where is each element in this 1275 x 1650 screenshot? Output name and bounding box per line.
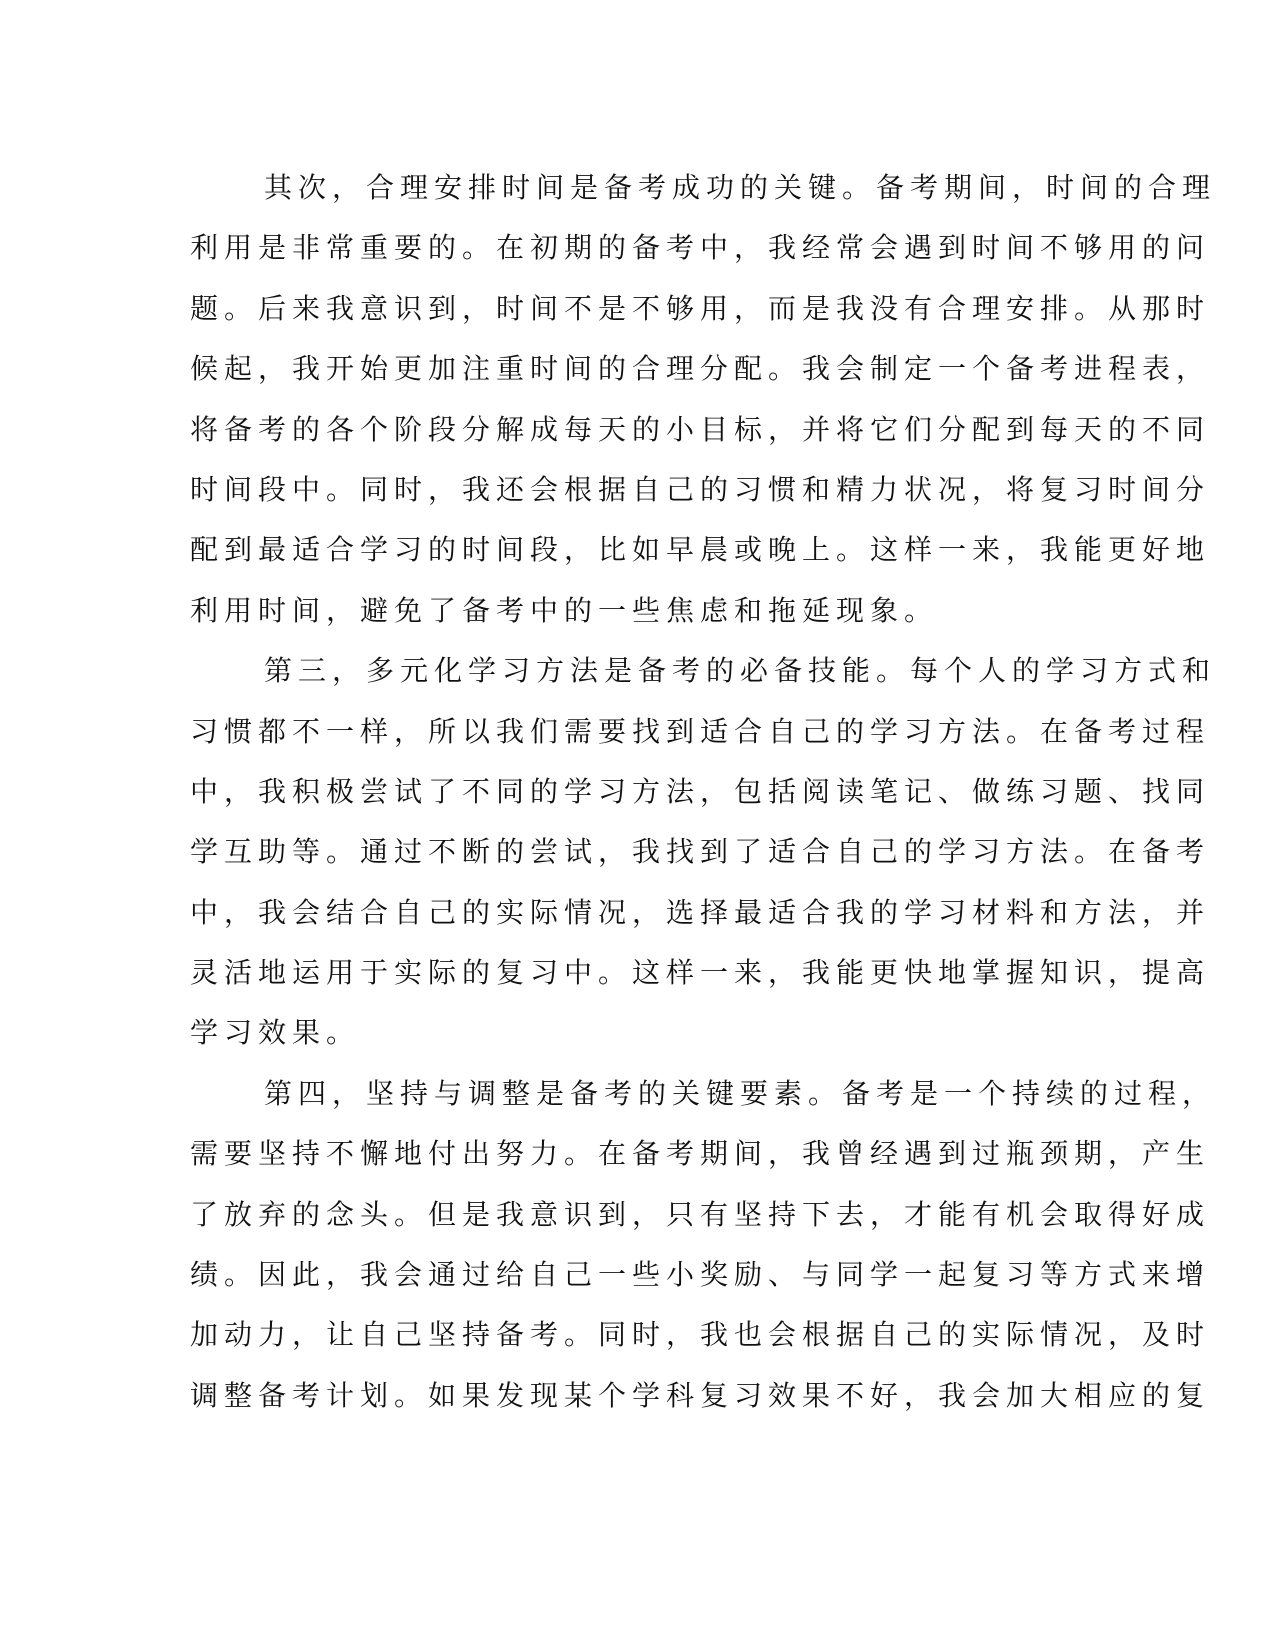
paragraph-line: 绩。因此，我会通过给自己一些小奖励、与同学一起复习等方式来增	[190, 1258, 1211, 1292]
paragraph-line: 加动力，让自己坚持备考。同时，我也会根据自己的实际情况，及时	[190, 1318, 1211, 1352]
paragraph-line: 学互助等。通过不断的尝试，我找到了适合自己的学习方法。在备考	[190, 835, 1211, 869]
paragraph-line: 利用时间，避免了备考中的一些焦虑和拖延现象。	[190, 593, 939, 627]
paragraph	[190, 641, 1217, 1064]
paragraph	[190, 158, 1217, 641]
paragraph	[190, 1064, 1217, 1426]
paragraph-line: 其次，合理安排时间是备考成功的关键。备考期间，时间的合理	[264, 171, 1217, 204]
paragraph-line: 学习效果。	[190, 1016, 361, 1050]
paragraph-line: 候起，我开始更加注重时间的合理分配。我会制定一个备考进程表，	[190, 352, 1211, 386]
paragraph-line: 题。后来我意识到，时间不是不够用，而是我没有合理安排。从那时	[190, 291, 1211, 325]
paragraph-line: 第三，多元化学习方法是备考的必备技能。每个人的学习方式和	[264, 654, 1217, 688]
paragraph-line: 配到最适合学习的时间段，比如早晨或晚上。这样一来，我能更好地	[190, 533, 1211, 567]
paragraph-line: 需要坚持不懈地付出努力。在备考期间，我曾经遇到过瓶颈期，产生	[190, 1137, 1211, 1171]
paragraph-line: 利用是非常重要的。在初期的备考中，我经常会遇到时间不够用的问	[190, 231, 1211, 265]
paragraph-line: 将备考的各个阶段分解成每天的小目标，并将它们分配到每天的不同	[190, 412, 1211, 446]
document-body	[190, 158, 1217, 1426]
paragraph-line: 灵活地运用于实际的复习中。这样一来，我能更快地掌握知识，提高	[190, 956, 1211, 990]
paragraph-line: 习惯都不一样，所以我们需要找到适合自己的学习方法。在备考过程	[190, 714, 1211, 748]
paragraph-line: 中，我会结合自己的实际情况，选择最适合我的学习材料和方法，并	[190, 895, 1211, 929]
paragraph-line: 时间段中。同时，我还会根据自己的习惯和精力状况，将复习时间分	[190, 472, 1211, 506]
paragraph-line: 了放弃的念头。但是我意识到，只有坚持下去，才能有机会取得好成	[190, 1197, 1211, 1231]
paragraph-line: 第四，坚持与调整是备考的关键要素。备考是一个持续的过程，	[264, 1076, 1217, 1110]
paragraph-line: 调整备考计划。如果发现某个学科复习效果不好，我会加大相应的复	[190, 1378, 1211, 1412]
paragraph-line: 中，我积极尝试了不同的学习方法，包括阅读笔记、做练习题、找同	[190, 774, 1211, 808]
